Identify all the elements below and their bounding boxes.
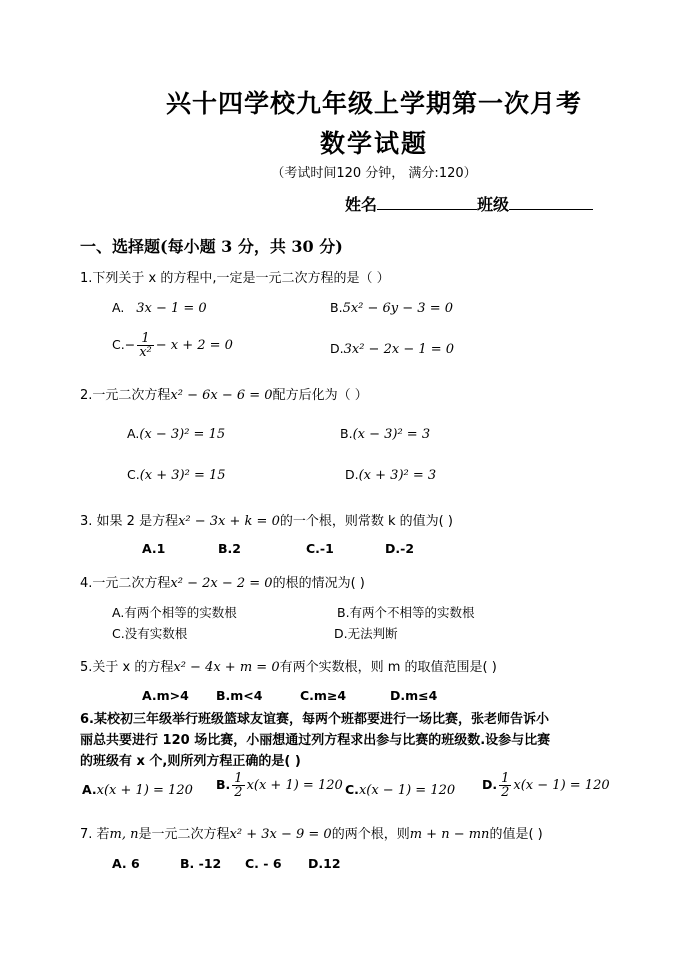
q6-option-a: A.x(x + 1) = 120 xyxy=(82,782,193,798)
q1-option-d: D.3x² − 2x − 1 = 0 xyxy=(330,341,455,357)
class-blank[interactable] xyxy=(509,193,593,210)
question-1-stem: 1.下列关于 x 的方程中,一定是一元二次方程的是（ ） xyxy=(80,271,390,286)
q3-option-a: A.1 xyxy=(142,541,166,556)
q7-option-c: C. - 6 xyxy=(245,856,282,871)
question-6-line-1: 6.某校初三年级举行班级篮球友谊赛，每两个班都要进行一场比赛，张老师告诉小 xyxy=(80,712,549,727)
question-4-stem: 4.一元二次方程x² − 2x − 2 = 0的根的情况为( ) xyxy=(80,576,365,591)
question-6-line-2: 丽总共要进行 120 场比赛，小丽想通过列方程求出参与比赛的班级数.设参与比赛 xyxy=(80,733,551,748)
q4-option-d: D.无法判断 xyxy=(334,626,398,641)
q4-option-c: C.没有实数根 xyxy=(112,626,188,641)
q2-option-c: C.(x + 3)² = 15 xyxy=(127,467,226,483)
q3-option-b: B.2 xyxy=(218,541,241,556)
q6-option-c: C.x(x − 1) = 120 xyxy=(345,782,456,798)
exam-info: （考试时间120 分钟， 满分:120） xyxy=(271,166,477,181)
q7-option-a: A. 6 xyxy=(112,856,140,871)
q7-option-b: B. -12 xyxy=(180,856,222,871)
q1-option-b: B.5x² − 6y − 3 = 0 xyxy=(330,300,454,316)
name-label: 姓名 xyxy=(345,195,378,214)
question-7-stem: 7. 若m, n是一元二次方程x² + 3x − 9 = 0的两个根，则m + n − mn的值是( ) xyxy=(80,827,543,842)
q2-option-d: D.(x + 3)² = 3 xyxy=(345,467,437,483)
question-5-stem: 5.关于 x 的方程x² − 4x + m = 0有两个实数根，则 m 的取值范围是( ) xyxy=(80,660,497,675)
q1-option-c: C.− $\frac{1}{\text{x²}}$ − x + 2 = 0 xyxy=(112,331,233,360)
q5-option-c: C.m≥4 xyxy=(300,688,347,703)
q3-option-d: D.-2 xyxy=(385,541,415,556)
subject-title: 数学试题 xyxy=(319,129,428,158)
section-heading: 一、选择题(每小题 3 分，共 30 分) xyxy=(80,237,343,256)
name-class-line xyxy=(345,192,593,215)
question-6-line-3: 的班级有 x 个,则所列方程正确的是( ) xyxy=(80,754,301,769)
q6-option-d: D. $\frac{1}{2}$ x(x − 1) = 120 xyxy=(482,771,610,800)
q3-option-c: C.-1 xyxy=(306,541,334,556)
name-blank[interactable] xyxy=(377,193,477,210)
q4-option-b: B.有两个不相等的实数根 xyxy=(337,605,475,620)
exam-title: 兴十四学校九年级上学期第一次月考 xyxy=(165,89,582,118)
q5-option-a: A.m>4 xyxy=(142,688,189,703)
q7-option-d: D.12 xyxy=(308,856,341,871)
q4-option-a: A.有两个相等的实数根 xyxy=(112,605,237,620)
question-3-stem: 3. 如果 2 是方程x² − 3x + k = 0的一个根，则常数 k 的值为( ) xyxy=(80,514,453,529)
q1-option-a: A. 3x − 1 = 0 xyxy=(112,300,207,316)
q2-option-a: A.(x − 3)² = 15 xyxy=(127,426,226,442)
q5-option-d: D.m≤4 xyxy=(390,688,438,703)
class-label: 班级 xyxy=(477,195,510,214)
q5-option-b: B.m<4 xyxy=(216,688,263,703)
q2-option-b: B.(x − 3)² = 3 xyxy=(340,426,431,442)
q6-option-b: B. $\frac{1}{2}$ x(x + 1) = 120 xyxy=(216,771,343,800)
question-2-stem: 2.一元二次方程x² − 6x − 6 = 0配方后化为（ ） xyxy=(80,388,368,403)
